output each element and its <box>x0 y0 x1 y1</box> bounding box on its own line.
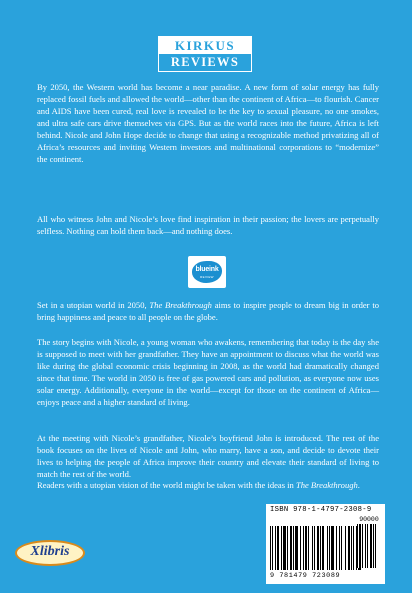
isbn-barcode <box>266 504 385 584</box>
kirkus-review-paragraph-2: All who witness John and Nicole’s love find inspiration in their passion; the lovers are perpetually selfless. Nothing can hold them back—and nothing does. <box>37 214 379 236</box>
book-title-italic: The Breakthrough <box>295 480 358 490</box>
blueink-logo-sub: REVIEW <box>200 275 214 279</box>
addon-barcode <box>357 516 381 570</box>
p1-before: Set in a utopian world in 2050, <box>37 300 150 310</box>
kirkus-logo-line2: REVIEWS <box>170 55 240 69</box>
addon-barcode-bars <box>357 524 381 570</box>
blueink-logo-word: blueink <box>195 266 219 273</box>
ean-barcode-bars <box>270 526 354 570</box>
addon-number: 90000 <box>359 516 379 523</box>
p4-before: Readers with a utopian vision of the world might be taken with the ideas in <box>37 480 296 490</box>
blueink-review-paragraph-1 <box>37 300 379 324</box>
barcode-bar <box>376 524 378 568</box>
p4-after: . <box>357 480 360 490</box>
kirkus-review-paragraph-1: By 2050, the Western world has become a near paradise. A new form of solar energy has fully replaced fossil fuels and allowed the world—other than the continent of Africa—to flourish. Cancer and AIDS have been cured, real love is revealed to be the key to sexual pleasure, no one smokes, and ultra safe cars drive themselves via GPS. But as the world races into the future, Africa is left behind. Nicole and John Hope decide to change that using a recognizable method privatizing all of Africa’s resources and inviting Western investors and multinational corporations to “modernize” the continent. <box>37 82 379 164</box>
blueink-review-logo <box>188 256 226 288</box>
xlibris-publisher-logo <box>15 540 85 566</box>
xlibris-logo-word: Xlibris <box>30 544 70 559</box>
kirkus-logo-line1: KIRKUS <box>159 37 251 54</box>
kirkus-reviews-logo <box>158 36 252 72</box>
blueink-review-paragraph-2: The story begins with Nicole, a young woman who awakens, remembering that today is the day she is supposed to meet with her grandfather. They have an appointment to discuss what the world was like during the global economic crisis beginning in 2008, as the world had dramatically changed since that time. The world in 2050 is free of gas powered cars and pollution, as everyone now uses solar energy. Additionally, everyone in the world—except for those on the continent of Africa—enjoys peace and a higher standard of living. <box>37 337 379 407</box>
blueink-review-paragraph-4 <box>37 480 379 492</box>
ean-number: 9 781479 723089 <box>270 572 341 580</box>
isbn-label: ISBN 978-1-4797-2308-9 <box>270 506 372 514</box>
p1-after: aims to inspire people to dream big in order to bring happiness and peace to all people on the globe. <box>37 300 379 322</box>
blueink-review-paragraph-3: At the meeting with Nicole’s grandfather, Nicole’s boyfriend John is introduced. The rest of the book focuses on the lives of Nicole and John, who marry, have a son, and decide to devote their lives to helping the people of Africa improve their country and elevate their standard of living to match the rest of the world. <box>37 433 379 479</box>
book-title-italic: The Breakthrough <box>149 300 212 310</box>
